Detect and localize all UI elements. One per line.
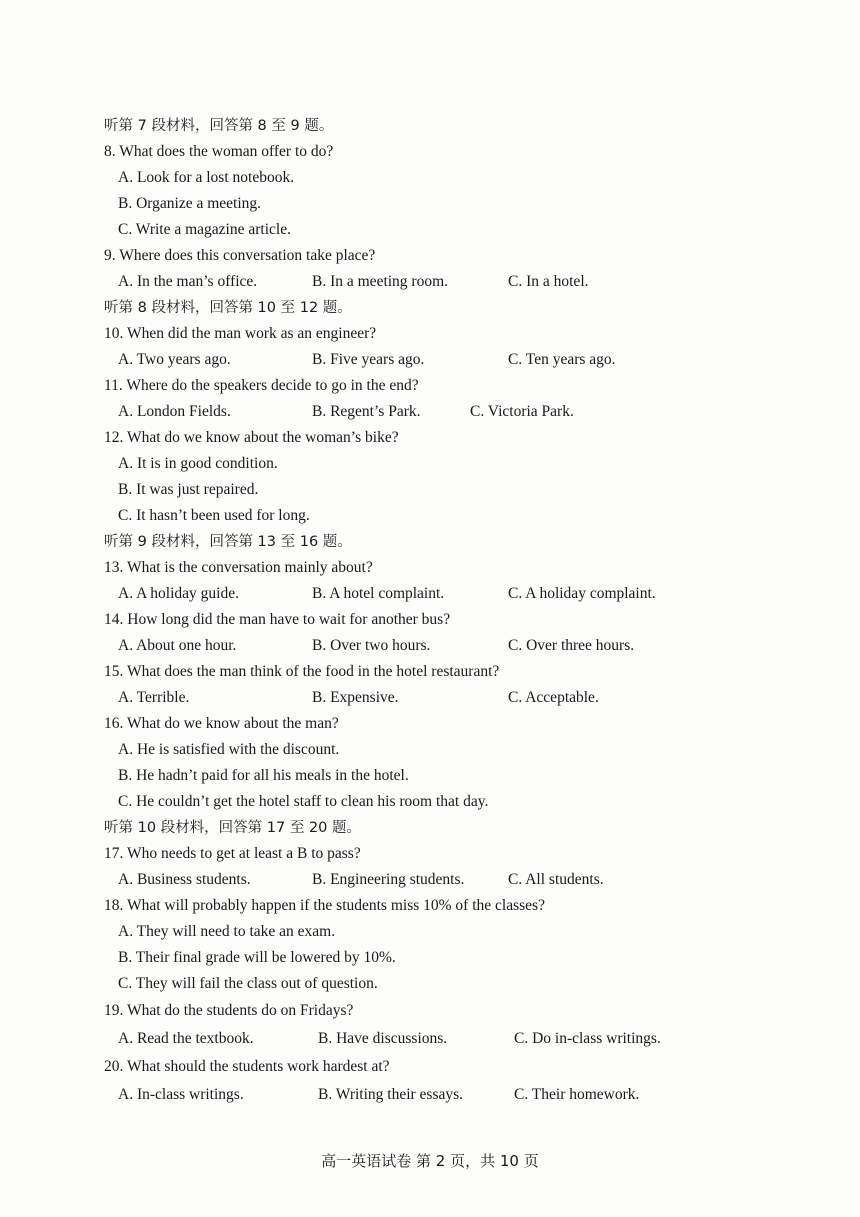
question-stem: 13. What is the conversation mainly about?	[104, 559, 373, 576]
option-b: B. Writing their essays.	[318, 1086, 464, 1103]
option-a: A. Terrible.	[118, 689, 190, 706]
section-heading: 听第 7 段材料，回答第 8 至 9 题。	[104, 118, 334, 134]
question-stem: 10. When did the man work as an engineer?	[104, 325, 377, 342]
option-a: A. Two years ago.	[118, 351, 231, 368]
question-stem: 16. What do we know about the man?	[104, 715, 339, 732]
option-row	[104, 867, 764, 893]
option-c: C. Write a magazine article.	[118, 221, 291, 238]
option-b: B. Regent’s Park.	[312, 403, 421, 420]
option-b: B. Over two hours.	[312, 637, 431, 654]
option-b: B. Expensive.	[312, 689, 399, 706]
section-heading: 听第 9 段材料，回答第 13 至 16 题。	[104, 534, 352, 550]
page-footer: 高一英语试卷 第 2 页，共 10 页	[321, 1152, 539, 1170]
question-stem: 18. What will probably happen if the students miss 10% of the classes?	[104, 897, 545, 914]
option-row	[104, 399, 764, 425]
option-b: B. He hadn’t paid for all his meals in the hotel.	[118, 767, 409, 784]
option-c: C. A holiday complaint.	[508, 585, 656, 602]
option-c: C. He couldn’t get the hotel staff to clean his room that day.	[118, 793, 489, 810]
question-stem: 12. What do we know about the woman’s bike?	[104, 429, 399, 446]
option-c: C. They will fail the class out of question.	[118, 975, 378, 992]
option-a: A. A holiday guide.	[118, 585, 239, 602]
option-a: A. They will need to take an exam.	[118, 923, 336, 940]
option-a: A. It is in good condition.	[118, 455, 278, 472]
option-row	[104, 633, 764, 659]
option-b: B. Engineering students.	[312, 871, 465, 888]
option-c: C. Acceptable.	[508, 689, 599, 706]
option-b: B. Their final grade will be lowered by 10%.	[118, 949, 396, 966]
option-row	[104, 269, 764, 295]
section-heading: 听第 10 段材料，回答第 17 至 20 题。	[104, 820, 362, 836]
listening-questions	[104, 113, 764, 1109]
option-row	[104, 1081, 764, 1109]
option-c: C. Ten years ago.	[508, 351, 616, 368]
option-c: C. In a hotel.	[508, 273, 589, 290]
option-a: A. About one hour.	[118, 637, 237, 654]
option-b: B. A hotel complaint.	[312, 585, 445, 602]
option-b: B. It was just repaired.	[118, 481, 259, 498]
option-b: B. Five years ago.	[312, 351, 425, 368]
option-a: A. He is satisfied with the discount.	[118, 741, 340, 758]
option-b: B. In a meeting room.	[312, 273, 449, 290]
option-a: A. Look for a lost notebook.	[118, 169, 295, 186]
question-stem: 9. Where does this conversation take place?	[104, 247, 376, 264]
question-stem: 20. What should the students work hardest at?	[104, 1058, 390, 1075]
option-c: C. Over three hours.	[508, 637, 635, 654]
option-c: C. Victoria Park.	[470, 403, 574, 420]
question-stem: 17. Who needs to get at least a B to pass?	[104, 845, 361, 862]
option-row	[104, 581, 764, 607]
option-c: C. All students.	[508, 871, 604, 888]
option-row	[104, 347, 764, 373]
option-b: B. Have discussions.	[318, 1030, 448, 1047]
option-a: A. Business students.	[118, 871, 251, 888]
option-c: C. It hasn’t been used for long.	[118, 507, 310, 524]
option-a: A. Read the textbook.	[118, 1030, 254, 1047]
question-stem: 15. What does the man think of the food in the hotel restaurant?	[104, 663, 500, 680]
option-b: B. Organize a meeting.	[118, 195, 262, 212]
option-row	[104, 1025, 764, 1053]
option-a: A. In the man’s office.	[118, 273, 258, 290]
question-stem: 19. What do the students do on Fridays?	[104, 1002, 354, 1019]
option-c: C. Do in-class writings.	[514, 1030, 661, 1047]
option-c: C. Their homework.	[514, 1086, 640, 1103]
question-stem: 8. What does the woman offer to do?	[104, 143, 334, 160]
option-a: A. In-class writings.	[118, 1086, 244, 1103]
question-stem: 14. How long did the man have to wait for another bus?	[104, 611, 451, 628]
question-stem: 11. Where do the speakers decide to go in the end?	[104, 377, 419, 394]
option-a: A. London Fields.	[118, 403, 231, 420]
section-heading: 听第 8 段材料，回答第 10 至 12 题。	[104, 300, 352, 316]
option-row	[104, 685, 764, 711]
